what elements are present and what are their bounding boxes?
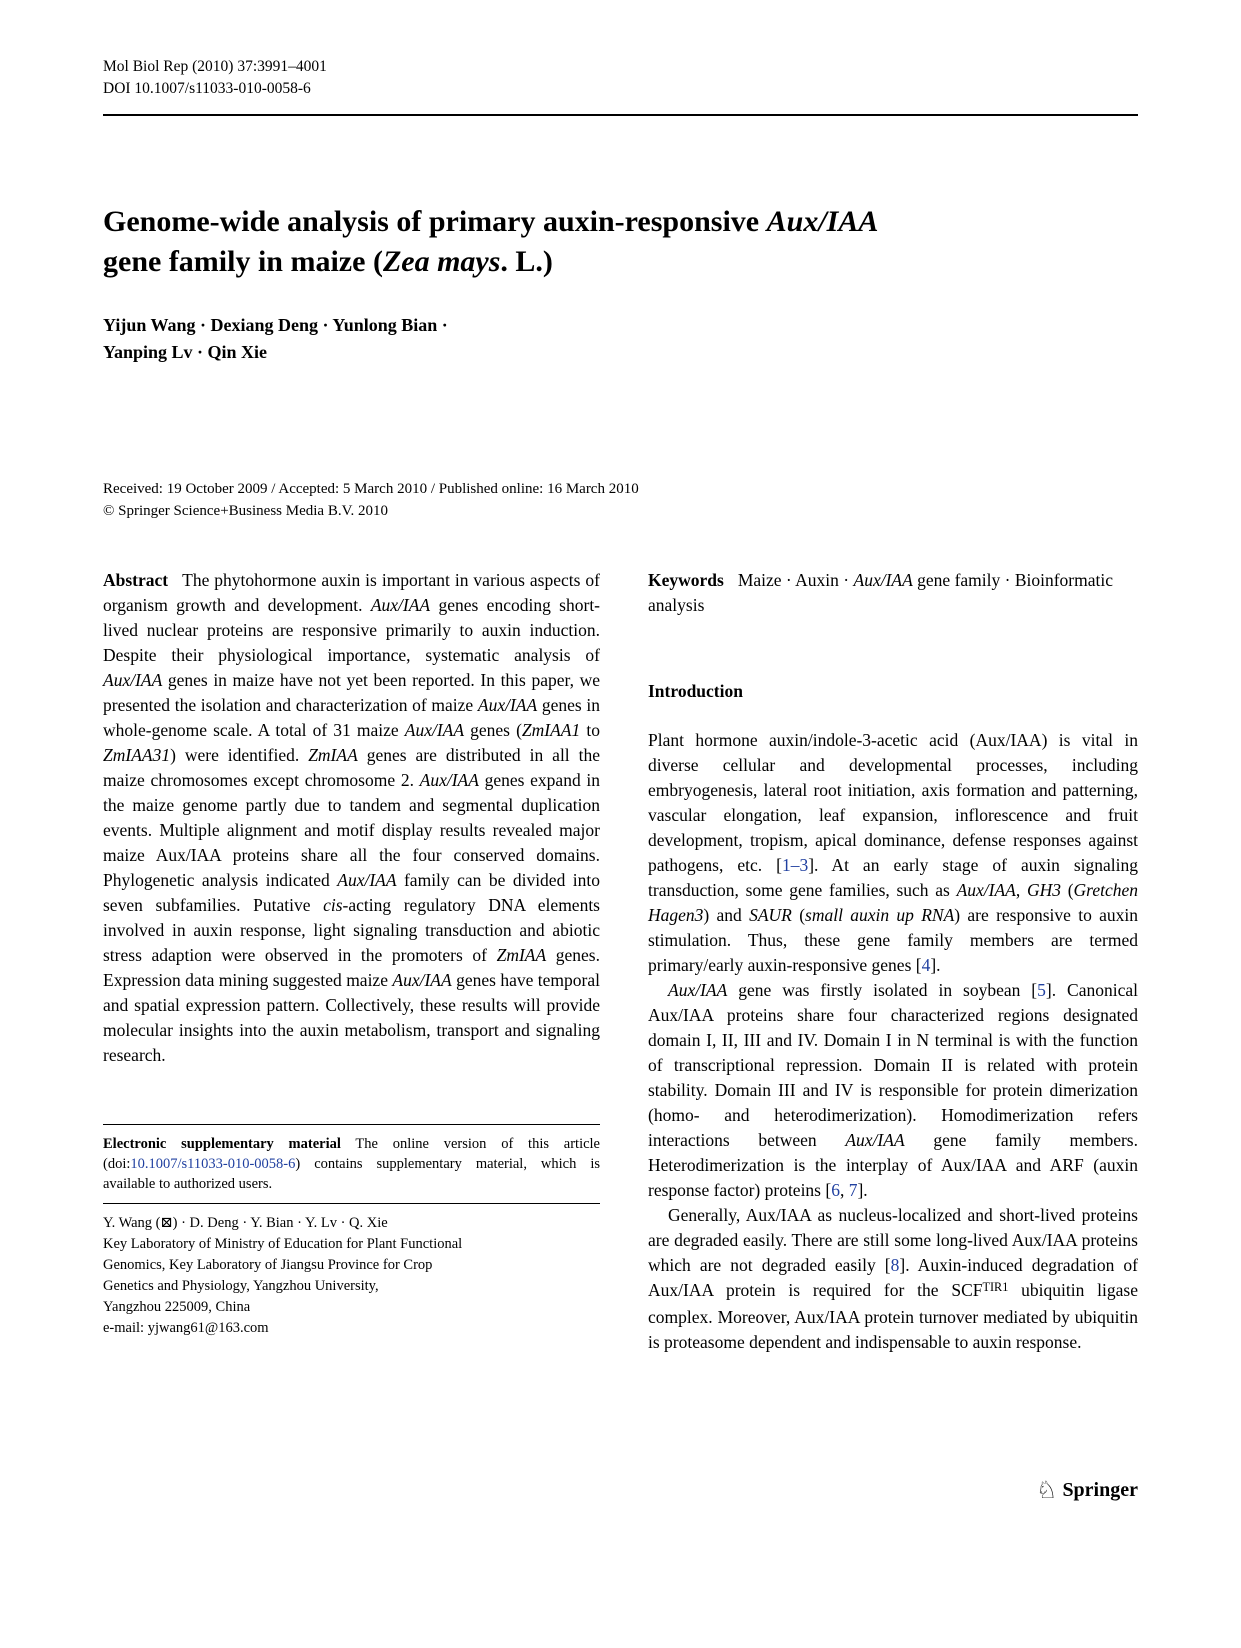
citation-link-6[interactable]: 6	[831, 1180, 840, 1200]
citation-link-1-3[interactable]: 1–3	[781, 855, 809, 875]
affiliation-line: Genetics and Physiology, Yangzhou University,	[103, 1278, 379, 1294]
left-column	[103, 568, 600, 1355]
esm-note: Electronic supplementary material The online version of this article (doi:10.1007/s11033-010-0058-6) contains supplementary material, which is available to authorized users.	[103, 1124, 600, 1204]
citation-link-8[interactable]: 8	[890, 1255, 900, 1275]
copyright-line: © Springer Science+Business Media B.V. 2010	[103, 503, 388, 519]
article-history	[103, 478, 1138, 522]
introduction-heading: Introduction	[648, 681, 743, 701]
springer-logo	[1036, 1478, 1138, 1502]
journal-header	[103, 56, 1138, 100]
affiliation-line: Genomics, Key Laboratory of Jiangsu Province for Crop	[103, 1257, 433, 1273]
affiliation-line: Key Laboratory of Ministry of Education for Plant Functional	[103, 1236, 463, 1252]
header-divider	[103, 114, 1138, 116]
two-column-body	[103, 568, 1138, 1355]
springer-horse-icon: ♘	[1035, 1476, 1058, 1504]
author-list	[103, 312, 1138, 366]
doi-line: DOI 10.1007/s11033-010-0058-6	[103, 80, 311, 97]
doi-link[interactable]: 10.1007/s11033-010-0058-6	[130, 1156, 296, 1172]
citation-link-4[interactable]: 4	[921, 955, 931, 975]
abstract-paragraph: Abstract The phytohormone auxin is important in various aspects of organism growth and development. Aux/IAA genes encoding short-lived nuclear proteins are responsive primarily to auxin induction. Despite their physiological importance, systematic analysis of Aux/IAA genes in maize have not yet been reported. In this paper, we presented the isolation and characterization of maize Aux/IAA genes in whole-genome scale. A total of 31 maize Aux/IAA genes (ZmIAA1 to ZmIAA31) were identified. ZmIAA genes are distributed in all the maize chromosomes except chromosome 2. Aux/IAA genes expand in the maize genome partly due to tandem and segmental duplication events. Multiple alignment and motif display results revealed major maize Aux/IAA proteins share all the four conserved domains. Phylogenetic analysis indicated Aux/IAA family can be divided into seven subfamilies. Putative cis-acting regulatory DNA elements involved in auxin response, light signaling transduction and abiotic stress adaption were observed in the promoters of ZmIAA genes. Expression data mining suggested maize Aux/IAA genes have temporal and spatial expression pattern. Collectively, these results will provide molecular insights into the auxin metabolism, transport and signaling research.	[103, 570, 601, 1065]
keywords-line: Keywords Maize · Auxin · Aux/IAA gene family · Bioinformatic analysis	[648, 570, 1113, 615]
corresponding-author-line: Y. Wang (⊠) · D. Deng · Y. Bian · Y. Lv · Q. Xie	[103, 1215, 388, 1231]
received-accepted-line: Received: 19 October 2009 / Accepted: 5 March 2010 / Published online: 16 March 2010	[103, 481, 639, 497]
email-line: e-mail: yjwang61@163.com	[103, 1320, 269, 1336]
citation-link-7[interactable]: 7	[848, 1180, 858, 1200]
right-column	[648, 568, 1138, 1355]
page-title	[103, 202, 1138, 282]
authors-line1: Yijun Wang · Dexiang Deng · Yunlong Bian ·	[103, 315, 448, 335]
citation-link-5[interactable]: 5	[1037, 980, 1046, 1000]
page-title-line2: gene family in maize (Zea mays. L.)	[103, 245, 553, 278]
journal-citation-line: Mol Biol Rep (2010) 37:3991–4001	[103, 58, 327, 75]
authors-line2: Yanping Lv · Qin Xie	[103, 342, 268, 362]
affiliation-line: Yangzhou 225009, China	[103, 1299, 251, 1315]
intro-paragraph-3: Generally, Aux/IAA as nucleus-localized and short-lived proteins are degraded easily. There are still some long-lived Aux/IAA proteins which are not degraded easily [8]. Auxin-induced degradation of Aux/IAA protein is required for the $SCF^{TIR1}$ ubiquitin ligase complex. Moreover, Aux/IAA protein turnover mediated by ubiquitin is proteasome dependent and indispensable to auxin response.	[648, 1205, 1138, 1352]
affiliation-block	[103, 1213, 600, 1339]
intro-paragraph-2: Aux/IAA gene was firstly isolated in soybean [5]. Canonical Aux/IAA proteins share four characterized regions designated domain I, II, III and IV. Domain I in N terminal is with the function of transcriptional repression. Domain II is related with protein stability. Domain III and IV is responsible for protein dimerization (homo- and heterodimerization). Homodimerization refers interactions between Aux/IAA gene family members. Heterodimerization is the interplay of Aux/IAA and ARF (auxin response factor) proteins [6, 7].	[648, 980, 1138, 1200]
springer-wordmark: Springer	[1062, 1478, 1138, 1501]
page-title-line1: Genome-wide analysis of primary auxin-responsive Aux/IAA	[103, 205, 879, 238]
intro-paragraph-1: Plant hormone auxin/indole-3-acetic acid (Aux/IAA) is vital in diverse cellular and developmental processes, including embryogenesis, lateral root initiation, axis formation and patterning, vascular elongation, leaf expansion, inflorescence and fruit development, tropism, apical dominance, defense responses against pathogens, etc. [1–3]. At an early stage of auxin signaling transduction, some gene families, such as Aux/IAA, GH3 (Gretchen Hagen3) and SAUR (small auxin up RNA) are responsive to auxin stimulation. Thus, these gene family members are termed primary/early auxin-responsive genes [4].	[648, 730, 1139, 975]
